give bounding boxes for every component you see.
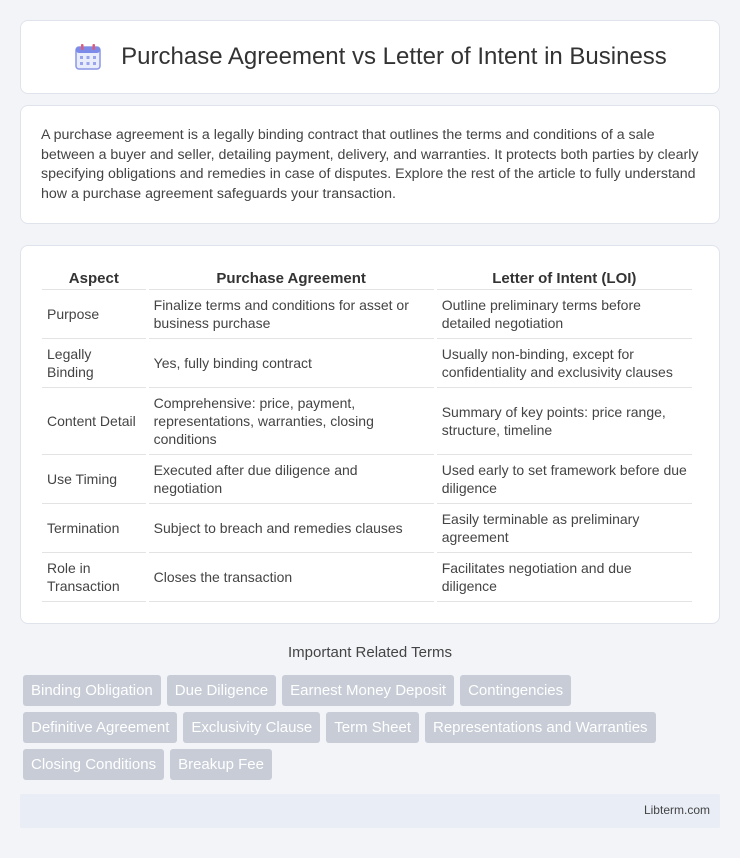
related-term-tag[interactable]: Definitive Agreement — [23, 712, 177, 743]
cell-aspect: Use Timing — [42, 455, 146, 504]
related-term-tag[interactable]: Representations and Warranties — [425, 712, 656, 743]
cell-purchase: Closes the transaction — [149, 553, 434, 602]
header-card — [20, 20, 720, 94]
cell-purchase: Yes, fully binding contract — [149, 339, 434, 388]
cell-aspect: Termination — [42, 504, 146, 553]
cell-loi: Facilitates negotiation and due diligence — [437, 553, 692, 602]
cell-loi: Usually non-binding, except for confidentiality and exclusivity clauses — [437, 339, 692, 388]
related-term-tag[interactable]: Breakup Fee — [170, 749, 272, 780]
cell-aspect: Purpose — [42, 290, 146, 339]
related-term-tag[interactable]: Due Diligence — [167, 675, 276, 706]
cell-loi: Easily terminable as preliminary agreement — [437, 504, 692, 553]
table-row — [42, 388, 692, 455]
cell-purchase: Finalize terms and conditions for asset or business purchase — [149, 290, 434, 339]
cell-purchase: Subject to breach and remedies clauses — [149, 504, 434, 553]
related-term-tag[interactable]: Binding Obligation — [23, 675, 161, 706]
page-title: Purchase Agreement vs Letter of Intent in Business — [121, 43, 667, 70]
cell-loi: Outline preliminary terms before detailed negotiation — [437, 290, 692, 339]
footer — [20, 794, 720, 828]
comparison-card — [20, 245, 720, 624]
table-header-row — [42, 266, 692, 290]
related-term-tag[interactable]: Earnest Money Deposit — [282, 675, 454, 706]
cell-purchase: Comprehensive: price, payment, representations, warranties, closing conditions — [149, 388, 434, 455]
related-terms-title: Important Related Terms — [288, 644, 452, 661]
header-purchase-agreement: Purchase Agreement — [149, 266, 434, 290]
related-terms-list — [23, 675, 723, 786]
related-term-tag[interactable]: Contingencies — [460, 675, 571, 706]
header-letter-of-intent: Letter of Intent (LOI) — [437, 266, 692, 290]
table-row — [42, 553, 692, 602]
cell-loi: Used early to set framework before due diligence — [437, 455, 692, 504]
calendar-icon — [73, 42, 103, 72]
related-term-tag[interactable]: Term Sheet — [326, 712, 419, 743]
intro-text: A purchase agreement is a legally binding contract that outlines the terms and conditions of a sale between a buyer and seller, detailing payment, delivery, and warranties. It protects both parties by clearly specifying obligations and remedies in case of disputes. Explore the rest of the article to fully understand how a purchase agreement safeguards your transaction. — [41, 127, 699, 202]
cell-purchase: Executed after due diligence and negotiation — [149, 455, 434, 504]
footer-site-link[interactable]: Libterm.com — [643, 803, 710, 817]
intro-card — [20, 105, 720, 224]
table-row — [42, 339, 692, 388]
cell-loi: Summary of key points: price range, structure, timeline — [437, 388, 692, 455]
cell-aspect: Role in Transaction — [42, 553, 146, 602]
table-row — [42, 504, 692, 553]
header-aspect: Aspect — [42, 266, 146, 290]
table-row — [42, 455, 692, 504]
table-row — [42, 290, 692, 339]
comparison-table — [39, 266, 695, 602]
related-term-tag[interactable]: Exclusivity Clause — [183, 712, 320, 743]
related-term-tag[interactable]: Closing Conditions — [23, 749, 164, 780]
cell-aspect: Legally Binding — [42, 339, 146, 388]
cell-aspect: Content Detail — [42, 388, 146, 455]
